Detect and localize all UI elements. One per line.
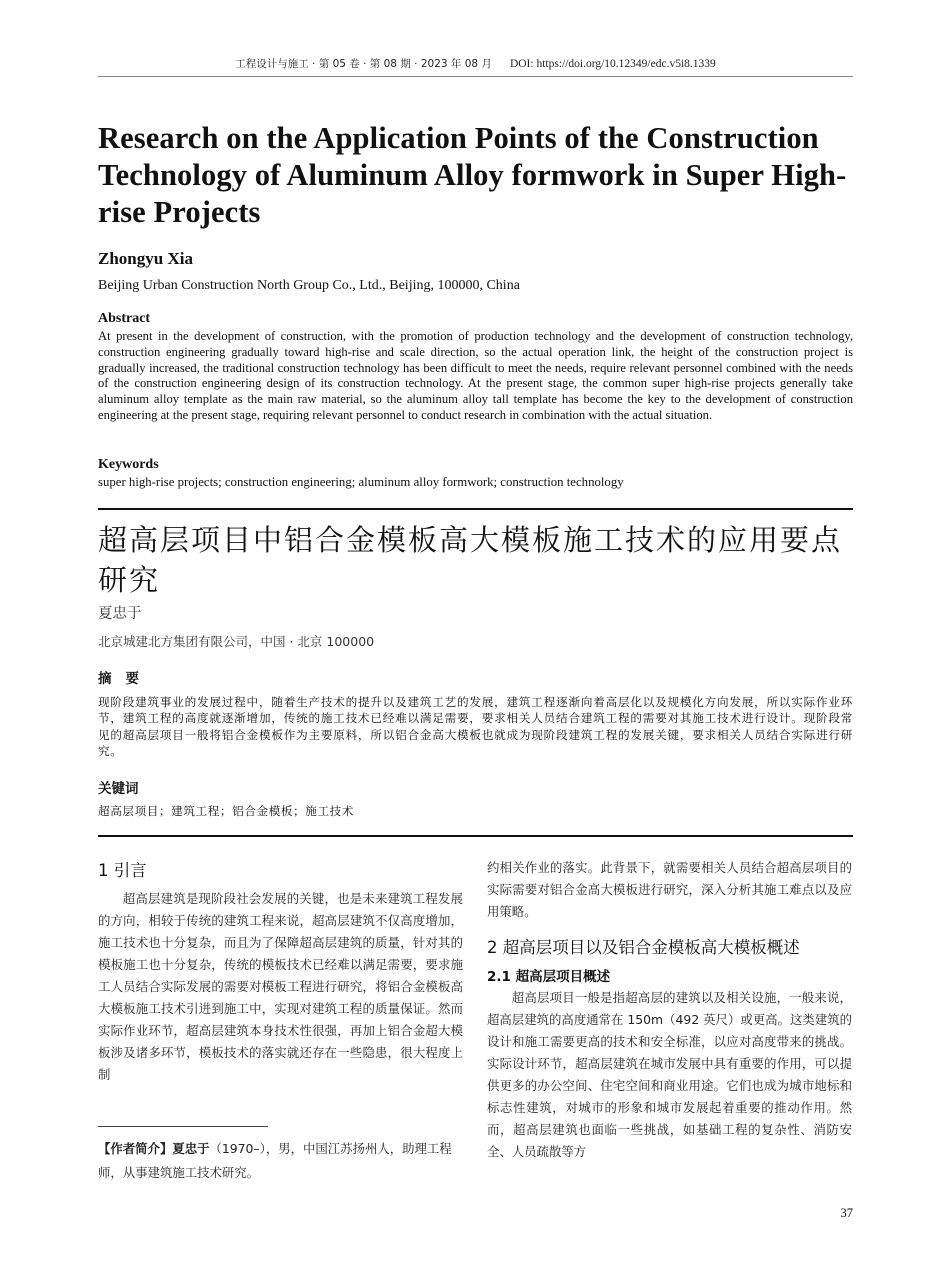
doi-text: DOI: https://doi.org/10.12349/edc.v5i8.1339	[509, 58, 716, 70]
left-column	[98, 858, 463, 1086]
english-abstract: At present in the development of construction, with the promotion of production technology and the development of construction technology, construction engineering gradually toward high-rise and scale direction, so the actual operation link, the height of the construction project is gradually increased, the traditional construction technology has been difficult to meet the needs, require relevant personnel combined with the needs of the construction engineering design of its construction technology. At the present stage, the common super high-rise projects generally take aluminum alloy template as the main raw material, so the aluminum alloy tall template has become the key to the development of construction engineering at the present stage, requiring relevant personnel to conduct research in combination with the actual situation.	[98, 329, 853, 422]
section-1-continuation: 约相关作业的落实。此背景下，就需要相关人员结合超高层项目的实际需要对铝合金高大模板进行研究，深入分析其施工难点以及应用策略。	[487, 860, 852, 919]
section-2-1-paragraph: 超高层项目一般是指超高层的建筑以及相关设施，一般来说，超高层建筑的高度通常在 150m（492 英尺）或更高。这类建筑的设计和施工需要更高的技术和安全标准，以应对高度带来的挑战。实际设计环节，超高层建筑在城市发展中具有重要的作用，可以提供更多的办公空间、住宅空间和商业用途。它们也成为城市地标和标志性建筑，对城市的形象和城市发展起着重要的推动作用。然而，超高层建筑也面临一些挑战，如基础工程的复杂性、消防安全、人员疏散等方	[487, 990, 852, 1159]
english-affiliation: Beijing Urban Construction North Group Co., Ltd., Beijing, 100000, China	[98, 278, 520, 293]
running-header	[98, 56, 853, 77]
english-author: Zhongyu Xia	[98, 249, 193, 268]
page-number: 37	[840, 1206, 853, 1220]
chinese-title: 超高层项目中铝合金模板高大模板施工技术的应用要点研究	[98, 523, 843, 597]
journal-line: 工程设计与施工 · 第 05 卷 · 第 08 期 · 2023 年 08 月	[235, 58, 492, 70]
divider-top	[98, 508, 853, 510]
footnote-text: （1970–），男，中国江苏扬州人，助理工程师，从事建筑施工技术研究。	[98, 1141, 452, 1180]
section-2-heading: 2 超高层项目以及铝合金模板高大模板概述	[487, 938, 800, 957]
footnote-rule	[98, 1126, 268, 1127]
section-1-heading: 1 引言	[98, 861, 147, 880]
author-footnote	[98, 1137, 463, 1185]
chinese-abstract-heading: 摘要	[98, 671, 153, 687]
chinese-keywords-heading: 关键词	[98, 781, 139, 797]
right-column	[487, 858, 852, 1163]
english-keywords: super high-rise projects; construction engineering; aluminum alloy formwork; construction technology	[98, 475, 624, 489]
section-2-1-heading: 2.1 超高层项目概述	[487, 969, 611, 985]
chinese-affiliation: 北京城建北方集团有限公司，中国 · 北京 100000	[98, 634, 375, 649]
divider-bottom	[98, 835, 853, 837]
footnote-label: 【作者简介】夏忠于	[98, 1141, 210, 1156]
section-1-paragraph: 超高层建筑是现阶段社会发展的关键，也是未来建筑工程发展的方向，相较于传统的建筑工程来说，超高层建筑不仅高度增加，施工技术也十分复杂，而且为了保障超高层建筑的质量，针对其的模板施工也十分复杂，传统的模板技术已经难以满足需要，要求施工人员结合实际发展的需要对模板工程进行研究，将铝合金模板高大模板施工技术引进到施工中，实现对建筑工程的质量保证。然而实际作业环节，超高层建筑本身技术性很强，再加上铝合金超大模板涉及诸多环节，模板技术的落实就还存在一些隐患，很大程度上制	[98, 891, 463, 1082]
english-title: Research on the Application Points of the Construction Technology of Aluminum Alloy formwork in Super High-rise Projects	[98, 121, 847, 229]
chinese-author: 夏忠于	[98, 606, 142, 622]
chinese-keywords: 超高层项目；建筑工程；铝合金模板；施工技术	[98, 804, 355, 818]
english-keywords-heading: Keywords	[98, 457, 159, 472]
chinese-abstract: 现阶段建筑事业的发展过程中，随着生产技术的提升以及建筑工艺的发展，建筑工程逐渐向着高层化以及规模化方向发展，所以实际作业环节，建筑工程的高度就逐渐增加，传统的施工技术已经难以满足需要，要求相关人员结合建筑工程的需要对其施工技术进行设计。现阶段常见的超高层项目一般将铝合金模板作为主要原料，所以铝合金高大模板也就成为现阶段建筑工程的发展关键，要求相关人员结合实际进行研究。	[98, 695, 853, 759]
english-abstract-heading: Abstract	[98, 311, 151, 326]
